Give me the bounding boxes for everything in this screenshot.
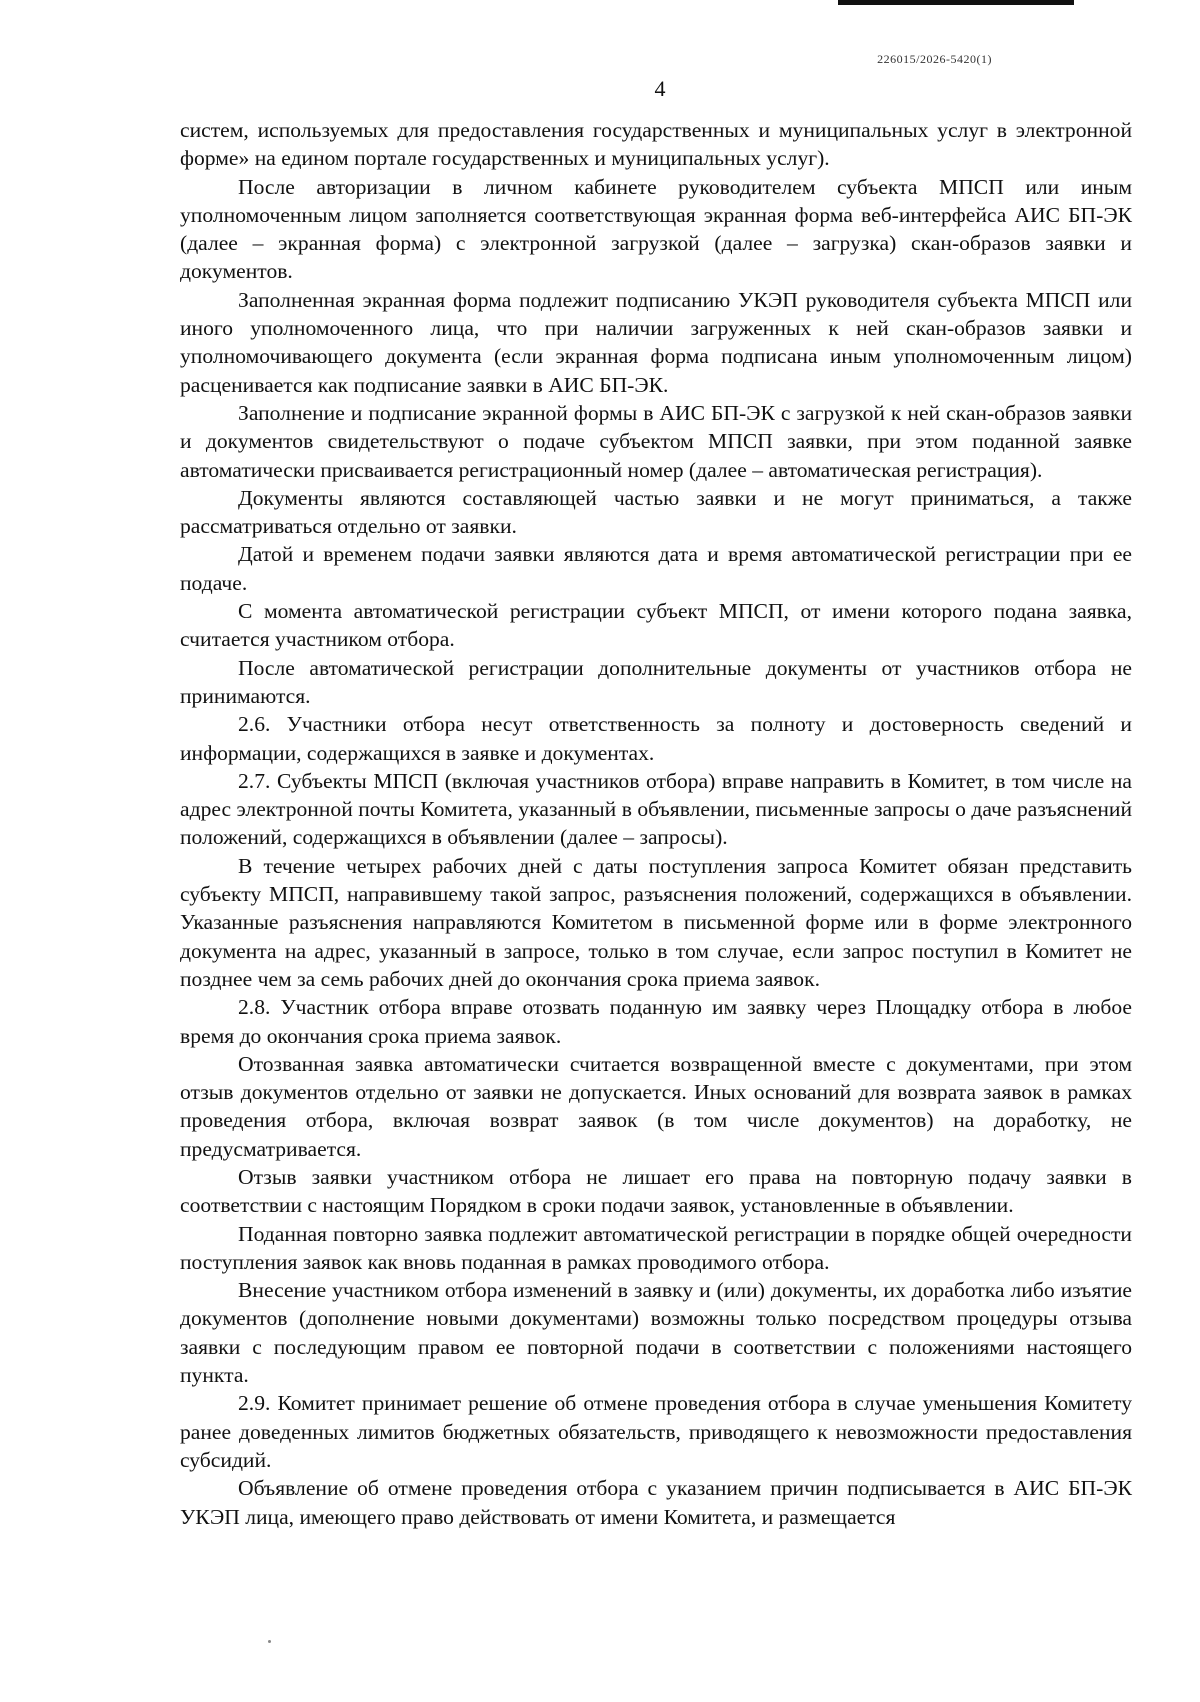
paragraph-continuation: систем, используемых для предоставления государственных и муниципальных услуг в электронной форме» на едином портале государственных и муниципальных услуг). (180, 118, 1132, 171)
paragraph-2-8: 2.8. Участник отбора вправе отозвать поданную им заявку через Площадку отбора в любое время до окончания срока приема заявок. (180, 995, 1132, 1048)
scan-top-bar (838, 0, 1074, 5)
paragraph-2-9: 2.9. Комитет принимает решение об отмене проведения отбора в случае уменьшения Комитету ранее доведенных лимитов бюджетных обязательств, приводящего к невозможности предоставления субсидий. (180, 1391, 1132, 1472)
paragraph: Объявление об отмене проведения отбора с указанием причин подписывается в АИС БП-ЭК УКЭП лица, имеющего право действовать от имени Комитета, и размещается (180, 1476, 1132, 1529)
paragraph: Заполненная экранная форма подлежит подписанию УКЭП руководителя субъекта МПСП или иного уполномоченного лица, что при наличии загруженных к ней скан-образов заявки и уполномочивающего документа (если экранная форма подписана иным уполномоченным лицом) расценивается как подписание заявки в АИС БП-ЭК. (180, 287, 1132, 397)
paragraph-2-7: 2.7. Субъекты МПСП (включая участников отбора) вправе направить в Комитет, в том числе на адрес электронной почты Комитета, указанный в объявлении, письменные запросы о даче разъяснений положений, содержащихся в объявлении (далее – запросы). (180, 768, 1132, 850)
page-number: 4 (654, 76, 666, 101)
paragraph: Заполнение и подписание экранной формы в АИС БП-ЭК с загрузкой к ней скан-образов заявки и документов свидетельствуют о подаче субъектом МПСП заявки, при этом поданной заявке автоматически присваивается регистрационный номер (далее – автоматическая регистрация). (180, 400, 1132, 482)
paragraph: Документы являются составляющей частью заявки и не могут приниматься, а также рассматриваться отдельно от заявки. (180, 485, 1132, 539)
paragraph: Отзыв заявки участником отбора не лишает его права на повторную подачу заявки в соответствии с настоящим Порядком в сроки подачи заявок, установленные в объявлении. (180, 1164, 1132, 1218)
paragraph-2-6: 2.6. Участники отбора несут ответственность за полноту и достоверность сведений и информации, содержащихся в заявке и документах. (180, 712, 1132, 765)
paragraph: В течение четырех рабочих дней с даты поступления запроса Комитет обязан представить субъекту МПСП, направившему такой запрос, разъяснения положений, содержащихся в объявлении. Указанные разъяснения направляются Комитетом в письменной форме или в форме электронного документа на адрес, указанный в запросе, только в том случае, если запрос поступил в Комитет не позднее чем за семь рабочих дней до окончания срока приема заявок. (180, 853, 1132, 991)
paragraph: После авторизации в личном кабинете руководителем субъекта МПСП или иным уполномоченным лицом заполняется соответствующая экранная форма веб-интерфейса АИС БП-ЭК (далее – экранная форма) с электронной загрузкой (далее – загрузка) скан-образов заявки и документов. (180, 174, 1132, 284)
scan-artifact (268, 1640, 271, 1643)
paragraph: Внесение участником отбора изменений в заявку и (или) документы, их доработка либо изъятие документов (дополнение новыми документами) возможны только посредством процедуры отзыва заявки с последующим правом ее повторной подачи в соответствии с положениями настоящего пункта. (180, 1278, 1132, 1388)
document-id: 226015/2026-5420(1) (877, 52, 992, 66)
paragraph: Отозванная заявка автоматически считается возвращенной вместе с документами, при этом отзыв документов отдельно от заявки не допускается. Иных оснований для возврата заявок в рамках проведения отбора, включая возврат заявок (в том числе документов) на доработку, не предусматривается. (180, 1051, 1132, 1161)
paragraph: С момента автоматической регистрации субъект МПСП, от имени которого подана заявка, считается участником отбора. (180, 599, 1132, 652)
paragraph: Датой и временем подачи заявки являются дата и время автоматической регистрации при ее подаче. (180, 542, 1132, 595)
document-body (180, 116, 1132, 1531)
paragraph: После автоматической регистрации дополнительные документы от участников отбора не принимаются. (180, 655, 1132, 708)
paragraph: Поданная повторно заявка подлежит автоматической регистрации в порядке общей очередности поступления заявок как вновь поданная в рамках проводимого отбора. (180, 1221, 1132, 1274)
